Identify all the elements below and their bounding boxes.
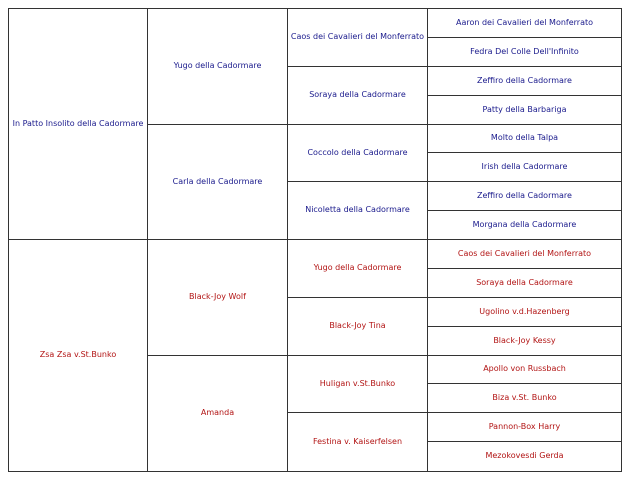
pedigree-cell-gen4-10: Ugolino v.d.Hazenberg [428, 298, 621, 327]
pedigree-cell-gen3-7: Festina v. Kaiserfelsen [288, 413, 428, 471]
pedigree-cell-gen2-2: Black-Joy Wolf [148, 240, 288, 356]
pedigree-cell-gen4-15: Mezokovesdi Gerda [485, 451, 564, 461]
pedigree-cell-gen3-5: Black-Joy Tina [288, 298, 428, 356]
pedigree-cell-gen1-0: In Patto Insolito della Cadormare [9, 9, 148, 240]
pedigree-cell-gen4-5: Irish della Cadormare [428, 153, 621, 182]
pedigree-cell-gen1-1: Zsa Zsa v.St.Bunko [9, 240, 148, 471]
pedigree-cell-gen4-11: Black-Joy Kessy [428, 327, 621, 356]
pedigree-table [8, 8, 622, 472]
pedigree-cell-gen3-2: Coccolo della Cadormare [288, 125, 428, 182]
pedigree-cell-gen4-7: Morgana della Cadormare [428, 211, 621, 240]
pedigree-cell-gen4-14: Pannon-Box Harry [428, 413, 621, 442]
pedigree-cell-gen3-3: Nicoletta della Cadormare [288, 182, 428, 240]
pedigree-cell-gen3-4: Yugo della Cadormare [288, 240, 428, 298]
pedigree-cell-gen2-0: Yugo della Cadormare [148, 9, 288, 125]
pedigree-cell-gen4-13: Biza v.St. Bunko [428, 384, 621, 413]
pedigree-cell-gen3-1: Soraya della Cadormare [288, 67, 428, 125]
pedigree-cell-gen4-4: Molto della Talpa [428, 125, 621, 153]
pedigree-cell-gen3-6: Huligan v.St.Bunko [288, 356, 428, 413]
pedigree-cell-gen4-8: Caos dei Cavalieri del Monferrato [428, 240, 621, 269]
pedigree-cell-gen4-0: Aaron dei Cavalieri del Monferrato [428, 9, 621, 38]
pedigree-cell-gen4-2: Zeffiro della Cadormare [428, 67, 621, 96]
pedigree-cell-gen3-0: Caos dei Cavalieri del Monferrato [288, 9, 428, 67]
pedigree-cell-gen4-9: Soraya della Cadormare [428, 269, 621, 298]
pedigree-cell-gen4-3: Patty della Barbariga [428, 96, 621, 125]
pedigree-cell-gen4-12: Apollo von Russbach [428, 356, 621, 384]
pedigree-cell-gen2-1: Carla della Cadormare [148, 125, 288, 240]
pedigree-cell-gen2-3: Amanda [148, 356, 288, 471]
pedigree-cell-gen4-6: Zeffiro della Cadormare [428, 182, 621, 211]
pedigree-cell-gen4-1: Fedra Del Colle Dell'Infinito [428, 38, 621, 67]
